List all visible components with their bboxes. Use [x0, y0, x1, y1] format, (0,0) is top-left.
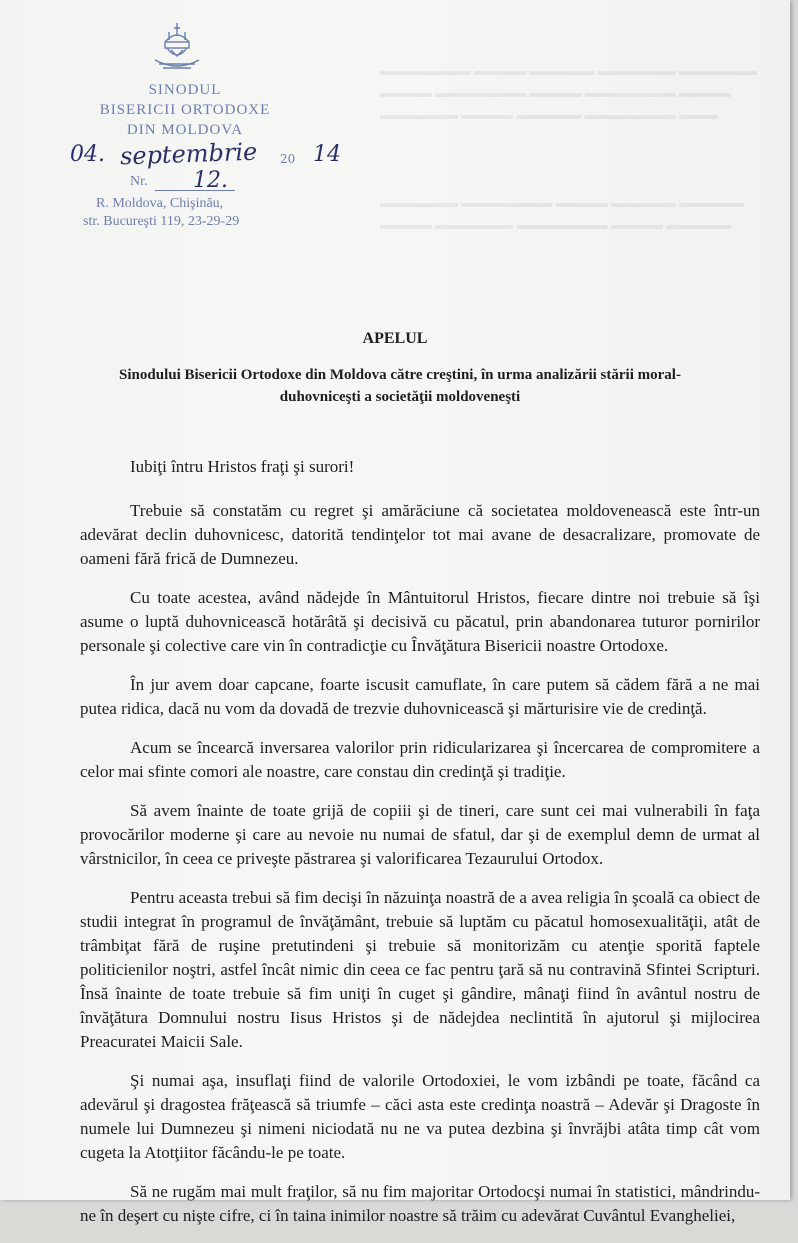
date-month: septembrie: [119, 137, 258, 171]
stamp-line-church: BISERICII ORTODOXE: [99, 102, 271, 118]
bleed-through-text: ▬▬▬▬▬▬▬ ▬▬▬▬ ▬▬▬▬▬ ▬▬▬▬▬▬ ▬▬▬▬▬▬ ▬▬▬▬ ▬▬▬▬▬▬▬ ▬▬▬▬ ▬▬▬▬▬▬▬ ▬▬▬▬ ▬▬▬▬▬▬ ▬▬▬▬ ▬▬▬▬▬ ▬▬▬▬▬▬▬ ▬▬▬ ▬▬▬▬▬▬ ▬▬▬▬▬▬▬ ▬▬▬▬ ▬▬▬▬▬ ▬▬▬▬▬ ▬▬▬▬ ▬▬▬▬▬▬ ▬▬▬▬▬▬▬ ▬▬▬▬ ▬▬▬▬▬: [380, 63, 757, 232]
document-subtitle: Sinodului Bisericii Ortodoxe din Moldova către creştini, în urma analizării stării moral-duhovniceşti a societăţii moldoveneşti: [119, 367, 681, 405]
crest-icon: [147, 20, 207, 78]
paragraph: Să avem înainte de toate grijă de copiii şi de tineri, care sunt cei mai vulnerabili în faţa provocărilor moderne şi care au nevoie nu numai de sfatul, dar şi de exemplul demn de urmat al vârstnicilor, în ceea ce priveşte păstrarea şi valorificarea Tezaurului Ortodox.: [80, 801, 760, 868]
paragraph: Să ne rugăm mai mult fraţilor, să nu fim majoritar Ortodocşi numai în statistici, mândrindu-ne în deşert cu nişte cifre, ci în taina inimilor noastre să trăim cu adevărat Cuvântul Evangheliei,: [80, 1182, 760, 1225]
paragraph: Acum se încearcă inversarea valorilor prin ridicularizarea şi încercarea de compromitere a celor mai sfinte comori ale noastre, care constau din credinţă şi tradiţie.: [80, 738, 760, 781]
stamp-line-synod: SINODUL: [148, 82, 222, 98]
stamp-line-country: DIN MOLDOVA: [126, 122, 244, 138]
greeting: Iubiţi întru Hristos fraţi şi surori!: [130, 457, 355, 476]
paragraph: Trebuie să constatăm cu regret şi amărăciune că societatea moldovenească este într-un adevărat declin duhovnicesc, datorită tendinţelor tot mai avane de desacralizare, promovate de oameni fără frică de Dumnezeu.: [80, 501, 760, 568]
paragraph: Cu toate acestea, având nădejde în Mântuitorul Hristos, fiecare dintre noi trebuie să îşi asume o luptă duhovnicească hotărâtă şi decisivă cu păcatul, prin abandonarea tuturor pornirilor personale şi colective care vin în contradicţie cu Învăţătura Bisericii noastre Ortodoxe.: [80, 588, 760, 655]
number-value: 12.: [193, 168, 228, 193]
paragraph: Pentru aceasta trebui să fim decişi în năzuinţa noastră de a avea religia în şcoală ca obiect de studii integrat în programul de învăţământ, trebuie să luptăm cu păcatul homosexualităţii, atât de trâmbiţat fără de ruşine pretutindeni şi trebuie să monitorizăm cu atenţie sporită faptele politicienilor noştri, astfel încât nimic din ceea ce fac pentru ţară să nu contravină Sfintei Scripturi. Însă înainte de toate trebuie să fim uniţi în cuget şi gândire, mânaţi fiind în avântul nostru de învăţătura Domnului nostru Iisus Hristos şi de nădejdea neclintită în ajutorul şi mijlocirea Preacuratei Maicii Sale.: [80, 888, 760, 1051]
address-line-city: R. Moldova, Chişinău,: [96, 196, 224, 211]
document-body: [80, 455, 760, 1243]
date-day: 04.: [70, 142, 105, 167]
number-label: Nr.: [130, 174, 148, 189]
paragraph: Şi numai aşa, insuflaţi fiind de valorile Ortodoxiei, le vom izbândi pe toate, făcând ca adevărul şi dragostea frăţească să triumfe – căci asta este credinţa noastră – Adevăr şi Dragoste în numele lui Dumnezeu şi nimeni niciodată nu ne va putea dezbina şi învrăjbi atâta timp cât vom cugeta la Atotţiitor făcându-le pe toate.: [80, 1071, 760, 1162]
date-year-printed: 20: [280, 152, 296, 166]
paragraph: În jur avem doar capcane, foarte iscusit camuflate, în care putem să cădem fără a ne mai putea ridica, dacă nu vom da dovadă de trezvie duhovnicească şi mărturisire vie de credinţă.: [80, 675, 760, 718]
date-year-handwritten: 14: [313, 142, 341, 167]
address-line-street: str. Bucureşti 119, 23-29-29: [83, 214, 240, 229]
document-title: APELUL: [362, 330, 428, 347]
handwritten-date: [70, 137, 390, 180]
